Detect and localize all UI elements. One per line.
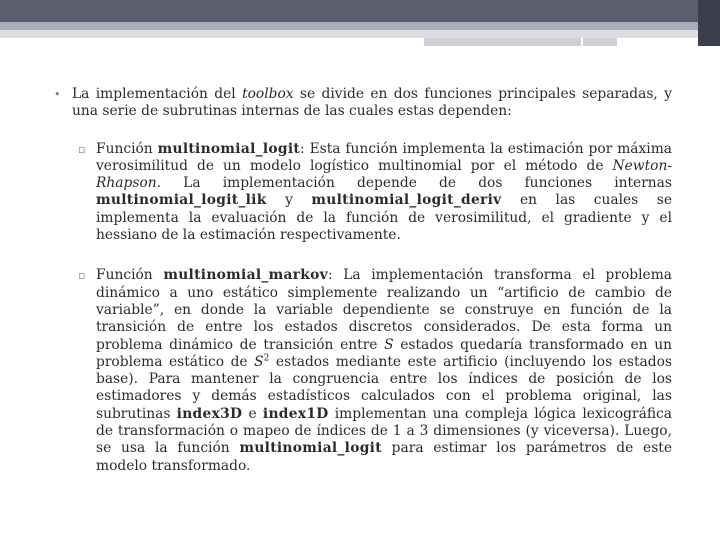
- header-band-gray: [0, 22, 720, 30]
- sub-text: Función: [96, 140, 158, 157]
- header-accent-bar-small: [583, 38, 617, 46]
- header-accent-bar: [424, 38, 581, 46]
- bullet-main: [54, 86, 672, 121]
- variable-name: S: [384, 336, 394, 353]
- sub-text: y: [266, 192, 312, 209]
- sub-text: en las cuales se implementa la evaluación de la función de verosimilitud, el gradiente y el hessiano de la estimación respectivamente.: [96, 192, 672, 244]
- bullet-icon: •: [54, 88, 61, 101]
- header-band-light: [0, 30, 720, 38]
- sub-text: estados quedaría transformado en un problema estático de: [96, 336, 672, 370]
- sub-bullet-multinomial-logit: [78, 141, 672, 245]
- function-name: multinomial_logit_deriv: [311, 192, 502, 209]
- header-corner-block: [698, 0, 720, 46]
- superscript: 2: [263, 353, 270, 364]
- bullet-text: se divide en dos funciones principales separadas, y una serie de subrutinas internas de las cuales estas dependen:: [72, 86, 672, 120]
- bullet-text-italic: toolbox: [242, 86, 294, 102]
- function-name: multinomial_markov: [163, 267, 328, 284]
- function-name: index1D: [262, 405, 329, 422]
- variable-name: S: [254, 353, 264, 370]
- header-band-dark: [0, 0, 720, 22]
- sub-bullet-multinomial-markov: [78, 267, 672, 475]
- sub-text: estados mediante este artificio (incluyendo los estados base). Para mantener la congruencia entre los índices de posición de los estimadores y demás estadísticos calculados con el problema original, las subrutinas: [96, 353, 672, 422]
- method-name: Newton-Rhapson: [96, 157, 672, 192]
- sub-bullet-icon: ▫: [78, 142, 86, 156]
- bullet-text: La implementación del: [72, 86, 243, 102]
- function-name: multinomial_logit: [239, 440, 382, 457]
- sub-text: : La implementación transforma el problema dinámico a uno estático simplemente realizando un “artificio de cambio de variable”, en donde la variable dependiente se construye en función de la transición de entre los estados discretos considerados. De esta forma un problema dinámico de transición entre: [96, 267, 673, 353]
- header-decoration: [0, 0, 720, 48]
- function-name: index3D: [176, 405, 243, 422]
- sub-text: e: [242, 405, 263, 422]
- function-name: multinomial_logit: [157, 140, 301, 157]
- sub-text: implementan una compleja lógica lexicográfica de transformación o mapeo de índices de 1 a 3 dimensiones (y viceversa). Luego, se usa la función: [96, 405, 672, 457]
- sub-bullet-icon: ▫: [78, 269, 86, 283]
- sub-text: para estimar los parámetros de este modelo transformado.: [96, 440, 673, 474]
- slide-body: [54, 86, 672, 475]
- function-name: multinomial_logit_lik: [96, 192, 267, 209]
- sub-text: Función: [96, 267, 164, 284]
- sub-text: . La implementación depende de dos funciones internas: [156, 175, 672, 192]
- sub-text: : Esta función implementa la estimación por máxima verosimilitud de un modelo logístico multinomial por el método de: [96, 140, 673, 174]
